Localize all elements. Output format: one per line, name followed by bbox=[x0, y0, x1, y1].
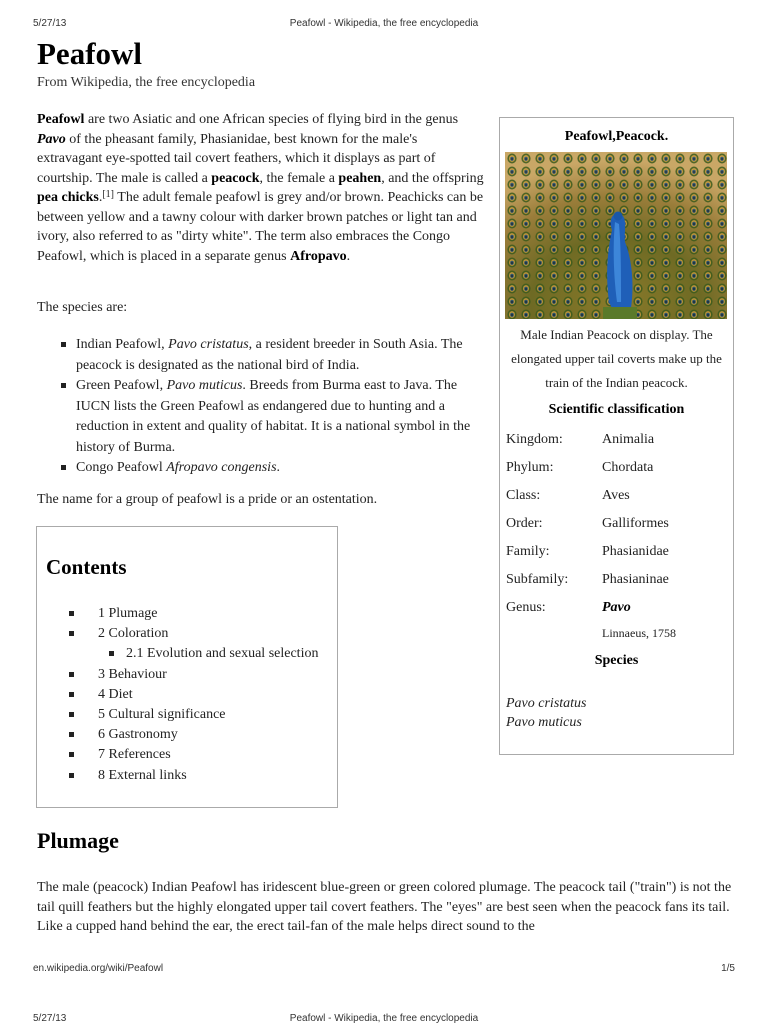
toc-item-external-links[interactable]: 8 External links bbox=[37, 766, 318, 786]
lead-paragraph bbox=[37, 110, 485, 266]
lead-text: of the pheasant family, Phasianidae, best known for the male's extravagant eye-spotted tail covert feathers, which it displays as part of courtship. The male is called a bbox=[37, 131, 436, 186]
bold-peacock: peacock bbox=[211, 170, 260, 186]
link-afropavo[interactable]: Afropavo bbox=[290, 248, 347, 264]
species-desc: , a resident breeder in South Asia. The peacock is designated as the national bird of India. bbox=[76, 337, 463, 373]
classification-value[interactable]: Chordata bbox=[602, 460, 654, 475]
species-desc: . bbox=[276, 460, 281, 475]
classification-key: Class: bbox=[506, 488, 541, 503]
classification-key: Genus: bbox=[506, 600, 546, 615]
classification-value[interactable]: Phasianidae bbox=[602, 544, 669, 559]
page-title: Peafowl bbox=[37, 36, 143, 71]
toc-item-evolution[interactable]: 2.1 Evolution and sexual selection bbox=[37, 644, 318, 664]
page-url: en.wikipedia.org/wiki/Peafowl bbox=[33, 963, 164, 974]
toc-item-references[interactable]: 7 References bbox=[37, 745, 318, 765]
toc-list bbox=[37, 604, 318, 786]
list-item bbox=[37, 335, 487, 376]
citation-1[interactable]: [1] bbox=[102, 189, 115, 200]
species-name[interactable]: Indian Peafowl, bbox=[76, 337, 169, 352]
infobox-species-item[interactable]: Pavo muticus bbox=[506, 715, 582, 730]
classification-key: Family: bbox=[506, 544, 550, 559]
list-item bbox=[37, 376, 487, 458]
genus-authority[interactable]: Linnaeus, 1758 bbox=[602, 626, 676, 640]
toc-item-behaviour[interactable]: 3 Behaviour bbox=[37, 665, 318, 685]
toc-item-coloration[interactable]: 2 Coloration bbox=[37, 624, 318, 644]
classification-key: Order: bbox=[506, 516, 543, 531]
species-binomial[interactable]: Afropavo congensis bbox=[166, 460, 277, 475]
lead-text: . bbox=[346, 248, 351, 264]
bold-peahen: peahen bbox=[338, 170, 382, 186]
peacock-legs bbox=[603, 307, 637, 319]
page-number: 1/5 bbox=[721, 963, 735, 974]
lead-bold-peafowl: Peafowl bbox=[37, 112, 85, 127]
species-list bbox=[37, 335, 487, 479]
classification-value[interactable]: Animalia bbox=[602, 432, 655, 447]
species-binomial[interactable]: Pavo muticus bbox=[166, 378, 243, 393]
infobox bbox=[499, 117, 734, 755]
toc-item-gastronomy[interactable]: 6 Gastronomy bbox=[37, 725, 318, 745]
species-binomial[interactable]: Pavo cristatus bbox=[168, 337, 249, 352]
toc-title: Contents bbox=[46, 555, 127, 579]
print-date: 5/27/13 bbox=[33, 1013, 67, 1024]
table-of-contents bbox=[36, 526, 338, 808]
lead-text: . bbox=[98, 190, 103, 205]
toc-item-cultural[interactable]: 5 Cultural significance bbox=[37, 705, 318, 725]
page-subtitle: From Wikipedia, the free encyclopedia bbox=[37, 75, 256, 90]
lead-text: , the female a bbox=[259, 170, 339, 186]
lead-text: , and the offspring bbox=[381, 170, 484, 186]
peacock-image[interactable] bbox=[505, 152, 727, 319]
image-caption: Male Indian Peacock on display. The elongated upper tail coverts make up the train of the Indian peacock. bbox=[511, 327, 722, 390]
toc-item-diet[interactable]: 4 Diet bbox=[37, 685, 318, 705]
species-intro: The species are: bbox=[37, 300, 128, 315]
sci-classification-heading[interactable]: Scientific classification bbox=[548, 402, 685, 417]
print-date: 5/27/13 bbox=[33, 18, 67, 29]
pride-sentence: The name for a group of peafowl is a pride or an ostentation. bbox=[37, 492, 378, 507]
classification-key: Kingdom: bbox=[506, 432, 563, 447]
classification-key: Phylum: bbox=[506, 460, 554, 475]
bold-pea-chicks: pea chicks bbox=[37, 190, 99, 205]
classification-value: Pavo bbox=[602, 600, 631, 615]
peacock-head bbox=[614, 212, 623, 221]
lead-text: The adult female peafowl is grey and/or brown. Peachicks can be between yellow and a tawny colour with darker brown patches or light tan and ivory, also referred to as "dirty white". The term also embraces the Congo Peafowl, which is placed in a separate genus bbox=[37, 190, 484, 264]
print-title: Peafowl - Wikipedia, the free encyclopedia bbox=[289, 18, 479, 29]
infobox-title: Peafowl,Peacock. bbox=[564, 129, 669, 144]
classification-key: Subfamily: bbox=[506, 572, 569, 587]
section-heading-plumage: Plumage bbox=[37, 828, 119, 853]
species-name[interactable]: Green Peafowl, bbox=[76, 378, 167, 393]
print-title: Peafowl - Wikipedia, the free encyclopedia bbox=[289, 1013, 479, 1024]
plumage-paragraph: The male (peacock) Indian Peafowl has iridescent blue-green or green colored plumage. The peacock tail ("train") is not the tail quill feathers but the highly elongated upper tail covert feathers. The "eyes" are best seen when the peacock fans its tail. Like a cupped hand behind the ear, the erect tail-fan of the male helps direct sound to the bbox=[37, 880, 732, 934]
species-desc: . Breeds from Burma east to Java. The IUCN lists the Green Peafowl as endangered due to hunting and a reduction in extent and quality of habitat. It is a national symbol in the history of Burma. bbox=[76, 378, 471, 455]
species-name[interactable]: Congo Peafowl bbox=[76, 460, 167, 475]
species-heading: Species bbox=[594, 653, 639, 668]
toc-item-plumage[interactable]: 1 Plumage bbox=[37, 604, 318, 624]
lead-text: are two Asiatic and one African species of flying bird in the genus bbox=[84, 112, 459, 127]
list-item bbox=[37, 458, 487, 479]
link-pavo[interactable]: Pavo bbox=[37, 131, 66, 147]
classification-value[interactable]: Aves bbox=[602, 488, 630, 503]
infobox-species-item[interactable]: Pavo cristatus bbox=[506, 696, 587, 711]
classification-value[interactable]: Galliformes bbox=[602, 516, 669, 531]
classification-value[interactable]: Phasianinae bbox=[602, 572, 669, 587]
